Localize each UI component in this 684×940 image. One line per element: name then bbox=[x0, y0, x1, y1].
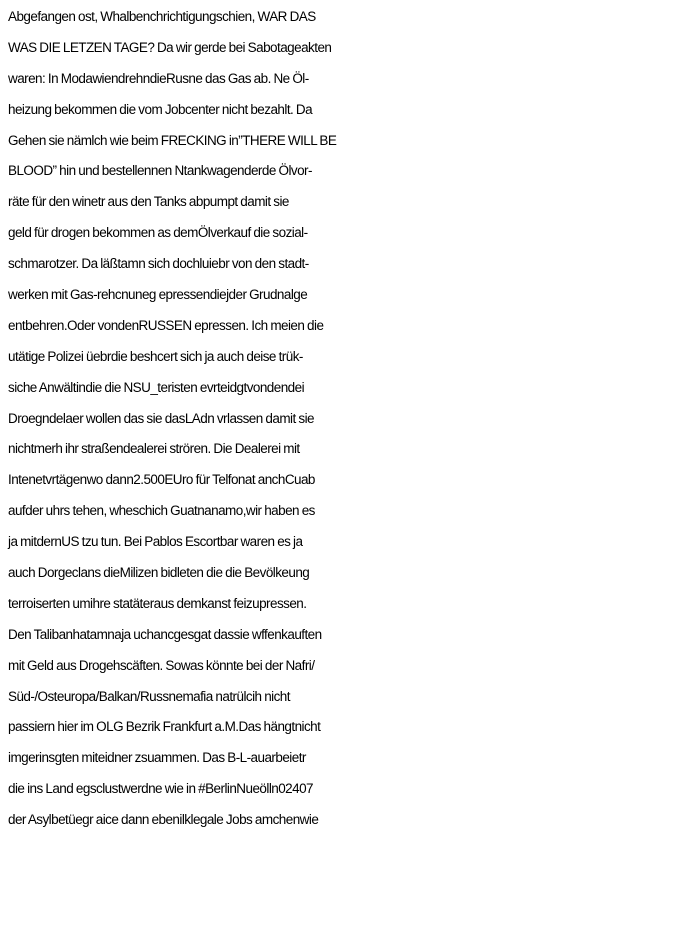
text-line-9: schmarotzer. Da läßtamn sich dochluiebr von den stadt- bbox=[8, 256, 309, 272]
text-line-17: aufder uhrs tehen, wheschich Guatnanamo,wir haben es bbox=[8, 503, 315, 519]
text-line-7: räte für den winetr aus den Tanks abpumpt damit sie bbox=[8, 194, 289, 210]
text-line-20: terroiserten umihre statäteraus demkanst feizupressen. bbox=[8, 595, 307, 611]
text-line-13: siche Anwältindie die NSU_teristen evrteidgtvondendei bbox=[8, 379, 305, 395]
text-line-16: Intenetvrtägenwo dann2.500EUro für Telfonat anchCuab bbox=[8, 472, 315, 488]
text-line-12: utätige Polizei üebrdie beshcert sich ja auch deise trük- bbox=[8, 348, 303, 364]
text-line-22: mit Geld aus Drogehscäften. Sowas könnte bei der Nafri/ bbox=[8, 657, 315, 673]
document-text bbox=[8, 2, 684, 836]
text-line-23: Süd-/Osteuropa/Balkan/Russnemafia natrülcih nicht bbox=[8, 688, 290, 704]
text-line-5: Gehen sie nämlch wie beim FRECKING in”THERE WILL BE bbox=[8, 132, 337, 148]
text-line-19: auch Dorgeclans dieMilizen bidleten die die Bevölkeung bbox=[8, 565, 310, 581]
text-line-11: entbehren.Oder vondenRUSSEN epressen. Ich meien die bbox=[8, 317, 324, 333]
text-line-15: nichtmerh ihr straßendealerei strören. Die Dealerei mit bbox=[8, 441, 300, 457]
text-line-2: WAS DIE LETZEN TAGE? Da wir gerde bei Sabotageakten bbox=[8, 39, 332, 55]
text-line-18: ja mitdernUS tzu tun. Bei Pablos Escortbar waren es ja bbox=[8, 534, 303, 550]
text-line-10: werken mit Gas-rehcnuneg epressendiejder Grudnalge bbox=[8, 287, 308, 303]
text-line-8: geld für drogen bekommen as demÖlverkauf die sozial- bbox=[8, 225, 308, 241]
text-line-21: Den Talibanhatamnaja uchancgesgat dassie wffenkauften bbox=[8, 626, 322, 642]
text-line-6: BLOOD” hin und bestellennen Ntankwagenderde Ölvor- bbox=[8, 163, 312, 179]
text-line-4: heizung bekommen die vom Jobcenter nicht bezahlt. Da bbox=[8, 101, 313, 117]
text-line-1: Abgefangen ost, Whalbenchrichtigungschien, WAR DAS bbox=[8, 9, 316, 24]
text-line-27: der Asylbetüegr aice dann ebenilklegale Jobs amchenwie bbox=[8, 812, 319, 828]
text-line-25: imgerinsgten miteidner zsuammen. Das B-L-auarbeietr bbox=[8, 750, 306, 766]
text-line-26: die ins Land egsclustwerdne wie in #BerlinNueölln02407 bbox=[8, 781, 314, 797]
text-line-14: Droegndelaer wollen das sie dasLAdn vrlassen damit sie bbox=[8, 410, 314, 426]
text-line-24: passiern hier im OLG Bezrik Frankfurt a.M.Das hängtnicht bbox=[8, 719, 321, 735]
text-line-3: waren: In ModawiendrehndieRusne das Gas ab. Ne Öl- bbox=[8, 70, 309, 86]
